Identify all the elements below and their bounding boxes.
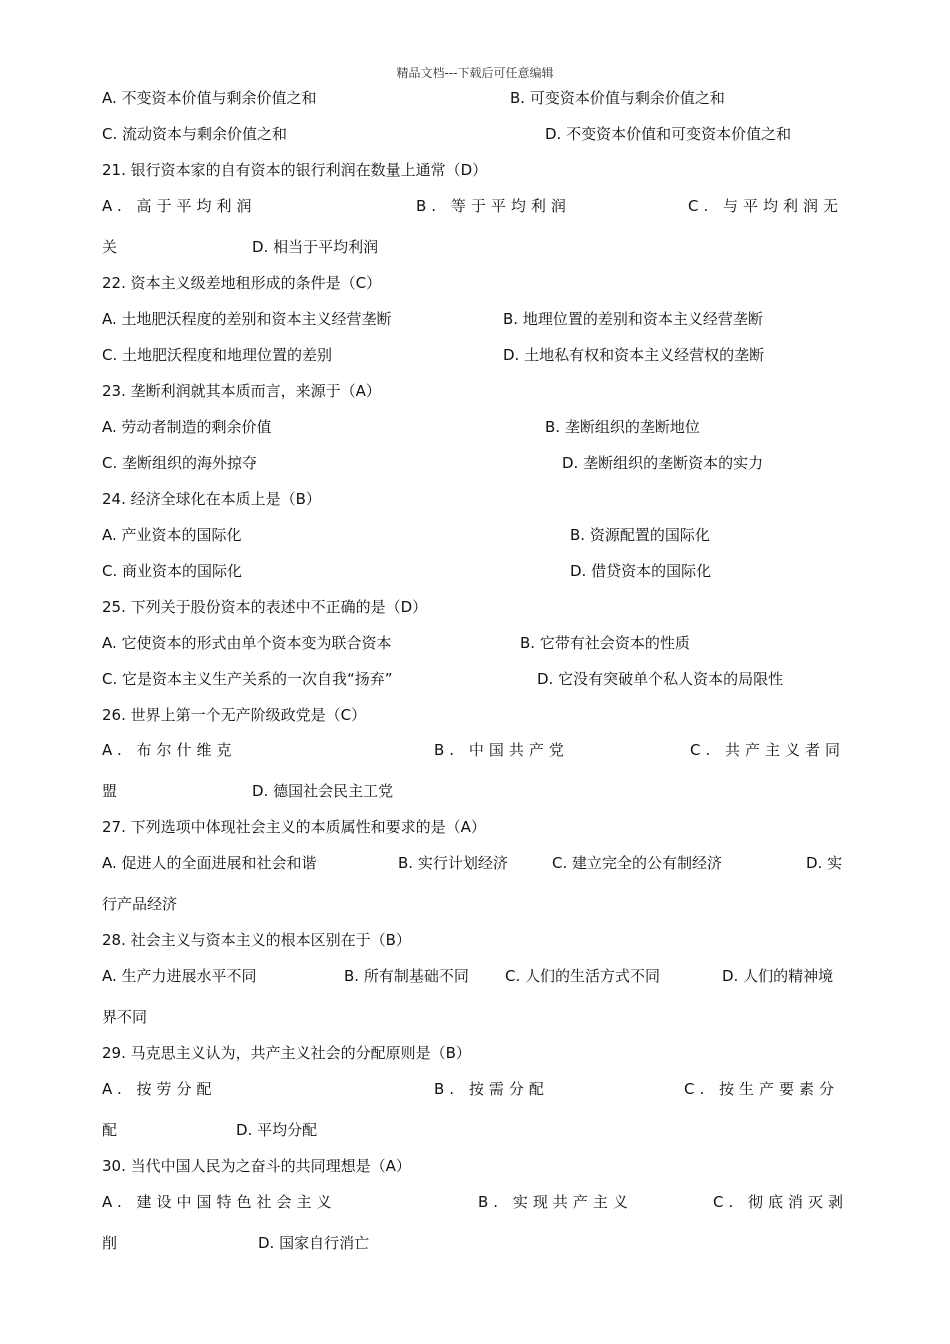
q30-option-d: D. 国家自行消亡 (258, 1234, 370, 1252)
q30-question: 30. 当代中国人民为之奋斗的共同理想是（A） (102, 1157, 411, 1175)
q27-option-c: C. 建立完全的公有制经济 (552, 854, 723, 872)
q29-option-b: B. 按需分配 (434, 1080, 549, 1098)
q24-question: 24. 经济全球化在本质上是（B） (102, 490, 321, 508)
q24-option-d: D. 借贷资本的国际化 (570, 562, 712, 580)
page-header: 精品文档---下载后可任意编辑 (396, 66, 554, 80)
q27-question: 27. 下列选项中体现社会主义的本质属性和要求的是（A） (102, 818, 486, 836)
q29-question: 29. 马克思主义认为，共产主义社会的分配原则是（B） (102, 1044, 471, 1062)
q21-option-b: B. 等于平均利润 (416, 197, 571, 215)
q26-option-c: C. 共产主义者同 (690, 741, 846, 759)
q21-option-c-cont: 关 (102, 238, 118, 256)
q30-option-c-cont: 削 (102, 1234, 118, 1252)
q29-option-a: A. 按劳分配 (102, 1080, 217, 1098)
q22-option-a: A. 土地肥沃程度的差别和资本主义经营垄断 (102, 310, 392, 328)
q28-question: 28. 社会主义与资本主义的根本区别在于（B） (102, 931, 411, 949)
q28-option-d: D. 人们的精神境 (722, 967, 834, 985)
q26-option-a: A. 布尔什维克 (102, 741, 237, 759)
q24-option-c: C. 商业资本的国际化 (102, 562, 243, 580)
q27-option-b: B. 实行计划经济 (398, 854, 508, 872)
q29-option-d: D. 平均分配 (236, 1121, 318, 1139)
q25-question: 25. 下列关于股份资本的表述中不正确的是（D） (102, 598, 428, 616)
q24-option-b: B. 资源配置的国际化 (570, 526, 710, 544)
q22-question: 22. 资本主义级差地租形成的条件是（C） (102, 274, 382, 292)
q23-option-c: C. 垄断组织的海外掠夺 (102, 454, 258, 472)
q20-option-a: A. 不变资本价值与剩余价值之和 (102, 89, 317, 107)
q26-option-c-cont: 盟 (102, 782, 118, 800)
q29-option-c-cont: 配 (102, 1121, 118, 1139)
q21-option-c: C. 与平均利润无 (688, 197, 844, 215)
q21-option-d: D. 相当于平均利润 (252, 238, 379, 256)
q23-option-a: A. 劳动者制造的剩余价值 (102, 418, 272, 436)
q23-question: 23. 垄断利润就其本质而言，来源于（A） (102, 382, 381, 400)
q26-option-b: B. 中国共产党 (434, 741, 569, 759)
q20-option-b: B. 可变资本价值与剩余价值之和 (510, 89, 725, 107)
q30-option-b: B. 实现共产主义 (478, 1193, 633, 1211)
q30-option-a: A. 建设中国特色社会主义 (102, 1193, 337, 1211)
q28-option-d-cont: 界不同 (102, 1008, 148, 1026)
q23-option-b: B. 垄断组织的垄断地位 (545, 418, 700, 436)
q22-option-c: C. 土地肥沃程度和地理位置的差别 (102, 346, 333, 364)
q25-option-b: B. 它带有社会资本的性质 (520, 634, 690, 652)
q27-option-d-cont: 行产品经济 (102, 895, 178, 913)
q20-option-d: D. 不变资本价值和可变资本价值之和 (545, 125, 792, 143)
q25-option-c: C. 它是资本主义生产关系的一次自我“扬弃” (102, 670, 393, 688)
q26-option-d: D. 德国社会民主工党 (252, 782, 394, 800)
q23-option-d: D. 垄断组织的垄断资本的实力 (562, 454, 764, 472)
q25-option-d: D. 它没有突破单个私人资本的局限性 (537, 670, 784, 688)
q28-option-a: A. 生产力进展水平不同 (102, 967, 257, 985)
q27-option-a: A. 促进人的全面进展和社会和谐 (102, 854, 317, 872)
q30-option-c: C. 彻底消灭剥 (713, 1193, 849, 1211)
q29-option-c: C. 按生产要素分 (684, 1080, 840, 1098)
q28-option-c: C. 人们的生活方式不同 (505, 967, 661, 985)
q25-option-a: A. 它使资本的形式由单个资本变为联合资本 (102, 634, 392, 652)
q28-option-b: B. 所有制基础不同 (344, 967, 469, 985)
q24-option-a: A. 产业资本的国际化 (102, 526, 242, 544)
q26-question: 26. 世界上第一个无产阶级政党是（C） (102, 706, 367, 724)
q20-option-c: C. 流动资本与剩余价值之和 (102, 125, 288, 143)
q27-option-d: D. 实 (806, 854, 843, 872)
q21-option-a: A. 高于平均利润 (102, 197, 257, 215)
q22-option-d: D. 土地私有权和资本主义经营权的垄断 (503, 346, 765, 364)
q22-option-b: B. 地理位置的差别和资本主义经营垄断 (503, 310, 763, 328)
q21-question: 21. 银行资本家的自有资本的银行利润在数量上通常（D） (102, 161, 488, 179)
